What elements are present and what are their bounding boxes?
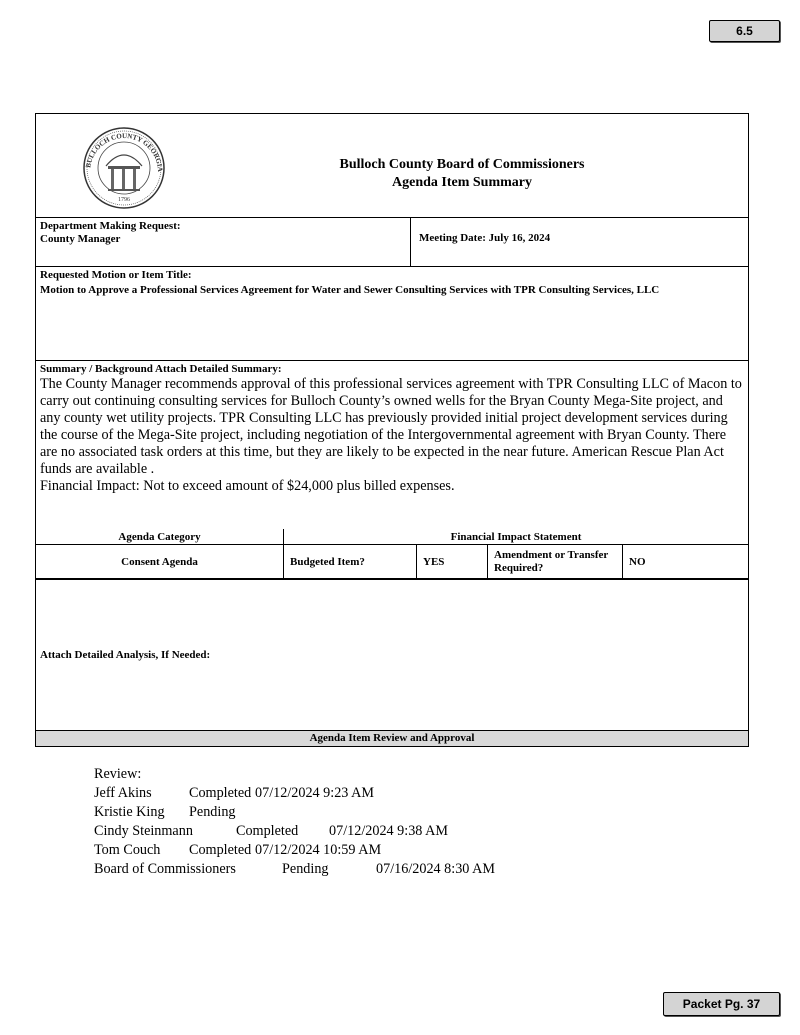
department-row [36, 218, 748, 267]
review-datetime: 07/12/2024 9:23 AM [255, 785, 375, 801]
reviewer-name: Cindy Steinmann [94, 823, 193, 839]
budgeted-item-label: Budgeted Item? [284, 545, 417, 579]
summary-body: The County Manager recommends approval of this professional services agreement with TPR Consulting LLC of Macon to carry out continuing consulting services for Bulloch County’s owned wells for the Bryan County Mega-Site project, and any county wet utility projects. TPR Consulting LLC has previously provided initial project development services during the course of the Mega-Site project, including negotiation of the Intergovernmental agreement with Bryan County. There are no associated task orders at this time, but they are likely to be expected in the near future. American Rescue Plan Act funds are available . [40, 376, 742, 477]
analysis-label: Attach Detailed Analysis, If Needed: [40, 649, 211, 661]
review-heading: Review: [94, 766, 142, 782]
reviewer-name: Board of Commissioners [94, 861, 236, 877]
agenda-item-number-badge: 6.5 [709, 20, 780, 42]
seal-text: BULLOCH COUNTY GEORGIA [84, 131, 165, 173]
amendment-value: NO [623, 545, 749, 579]
review-entry [94, 803, 495, 822]
form-title-line1: Bulloch County Board of Commissioners [339, 157, 585, 172]
department-value: County Manager [40, 233, 121, 245]
summary-label: Summary / Background Attach Detailed Summary: [40, 363, 282, 375]
amendment-label: Amendment or Transfer Required? [488, 545, 623, 579]
review-status: Pending [189, 804, 236, 820]
form-title-line2: Agenda Item Summary [392, 175, 532, 190]
analysis-row [36, 579, 748, 730]
review-datetime: 07/12/2024 9:38 AM [329, 823, 449, 839]
form-title [36, 156, 748, 192]
review-status: Completed [189, 785, 252, 801]
review-status: Completed [189, 842, 252, 858]
review-entry [94, 841, 495, 860]
reviewer-name: Jeff Akins [94, 785, 152, 801]
agenda-category-header: Agenda Category [36, 529, 284, 545]
review-approval-bar: Agenda Item Review and Approval [36, 730, 748, 746]
meeting-date [411, 218, 748, 266]
motion-row [36, 267, 748, 361]
category-table [36, 529, 748, 579]
reviewer-name: Kristie King [94, 804, 165, 820]
packet-page-badge: Packet Pg. 37 [663, 992, 780, 1016]
summary-row [36, 361, 748, 529]
financial-impact-text: Financial Impact: Not to exceed amount of $24,000 plus billed expenses. [40, 478, 455, 494]
review-status: Completed [236, 823, 299, 839]
review-datetime: 07/16/2024 8:30 AM [376, 861, 496, 877]
form-header [36, 114, 748, 218]
motion-value: Motion to Approve a Professional Services Agreement for Water and Sewer Consulting Services with TPR Consulting Services, LLC [40, 284, 660, 296]
financial-statement-header: Financial Impact Statement [284, 529, 749, 545]
agenda-category-value: Consent Agenda [36, 545, 284, 579]
review-entry [94, 784, 495, 803]
meeting-date-label: Meeting Date: [419, 232, 486, 244]
department-label: Department Making Request: [40, 220, 181, 232]
review-list [94, 765, 495, 879]
motion-label: Requested Motion or Item Title: [40, 269, 192, 281]
budgeted-item-value: YES [417, 545, 488, 579]
seal-year: 1796 [118, 197, 130, 203]
review-entry [94, 860, 495, 879]
agenda-item-summary-form [35, 113, 749, 747]
meeting-date-value: July 16, 2024 [488, 232, 551, 244]
review-entry [94, 822, 495, 841]
reviewer-name: Tom Couch [94, 842, 161, 858]
review-status: Pending [282, 861, 329, 877]
review-datetime: 07/12/2024 10:59 AM [255, 842, 382, 858]
